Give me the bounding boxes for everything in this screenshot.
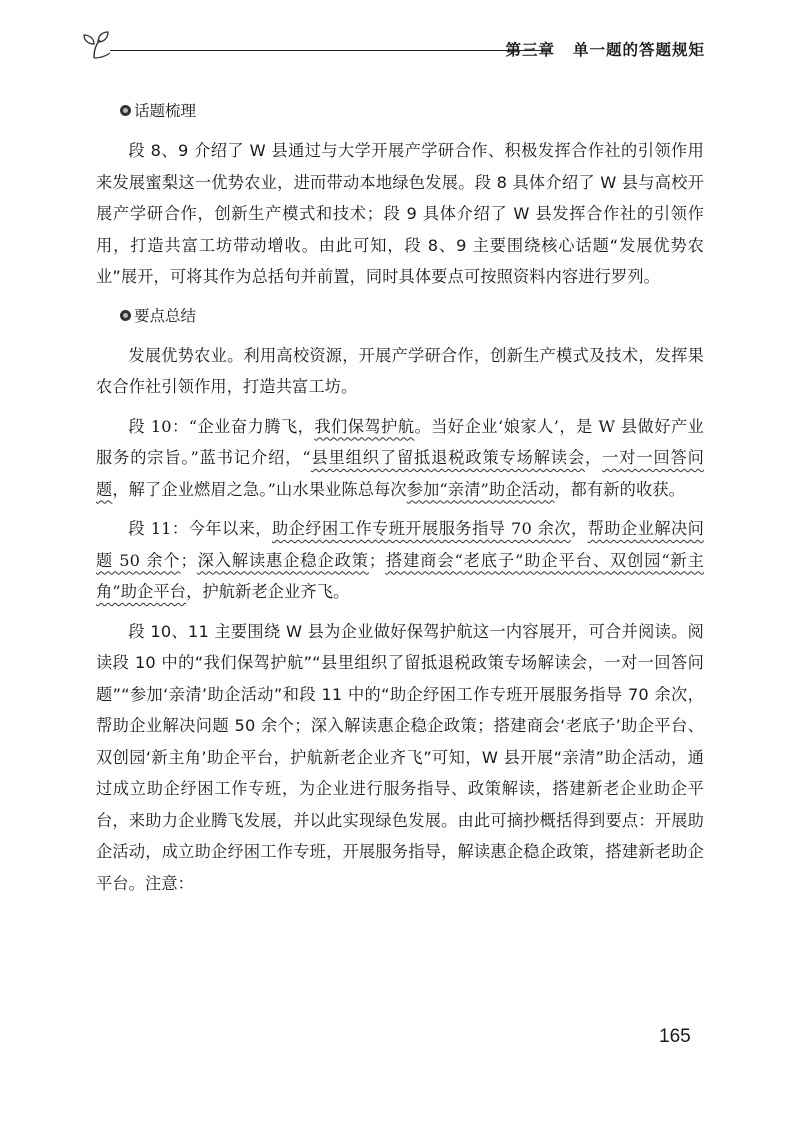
underlined-phrase: 助企纾困工作专班开展服务指导 70 余次 bbox=[271, 519, 571, 538]
topic-paragraph: 段 8、9 介绍了 W 县通过与大学开展产学研合作、积极发挥合作社的引领作用来发展蜜梨这一优势农业，进而带动本地绿色发展。段 8 具体介绍了 W 县与高校开展产学研合作，创新生产模式和技术；段 9 具体介绍了 W 县发挥合作社的引领作用，打造共富工坊带动增收。由此可知，段 8、9 主要围绕核心话题“发展优势农业”展开，可将其作为总括句并前置，同时具体要点可按照资料内容进行罗列。 bbox=[96, 141, 704, 286]
underlined-phrase: 帮助企业解决问题 50 余个 bbox=[96, 519, 705, 570]
underlined-phrase: 深入解读惠企稳企政策 bbox=[196, 550, 369, 570]
summary-heading: 要点总结 bbox=[96, 301, 704, 332]
quote-paragraph-11: 段 11：今年以来，助企纾困工作专班开展服务指导 70 余次，帮助企业解决问题 50 余个；深入解读惠企稳企政策；搭建商会“老底子”助企平台、双创园“新主角”助企平台，护航新老企业齐飞。 bbox=[96, 519, 705, 601]
chapter-title bbox=[505, 38, 705, 60]
page-header bbox=[80, 28, 705, 68]
underlined-phrase: 一对一回答问题 bbox=[96, 448, 704, 499]
quote-paragraph-10: 段 10：“企业奋力腾飞，我们保驾护航。当好企业‘娘家人’，是 W 县做好产业服务的宗旨。”蓝书记介绍，“县里组织了留抵退税政策专场解读会，一对一回答问题，解了企业燃眉之急。”山水果业陈总每次参加“亲清”助企活动，都有新的收获。 bbox=[96, 416, 704, 499]
topic-heading: 话题梳理 bbox=[96, 96, 704, 127]
underlined-phrase: 我们保驾护航 bbox=[314, 416, 415, 436]
underlined-phrase: 搭建商会“老底子”助企平台、双创园“新主角”助企平台 bbox=[96, 550, 704, 601]
analysis-paragraph: 段 10、11 主要围绕 W 县为企业做好保驾护航这一内容展开，可合并阅读。阅读段 10 中的“我们保驾护航”“县里组织了留抵退税政策专场解读会，一对一回答问题”“参加‘亲清’助企活动”和段 11 中的“助企纾困工作专班开展服务指导 70 余次，帮助企业解决问题 50 余个；深入解读惠企稳企政策；搭建商会‘老底子’助企平台、双创园‘新主角’助企平台，护航新老企业齐飞”可知，W 县开展“亲清”助企活动，通过成立助企纾困工作专班，为企业进行服务指导、政策解读，搭建新老企业助企平台，来助力企业腾飞发展，并以此实现绿色发展。由此可摘抄概括得到要点：开展助企活动，成立助企纾困工作专班，开展服务指导，解读惠企稳企政策，搭建新老助企平台。注意： bbox=[96, 621, 704, 893]
page-number: 165 bbox=[659, 1026, 691, 1047]
underlined-phrase: 县里组织了留抵退税政策专场解读会 bbox=[310, 448, 586, 467]
sprout-icon bbox=[80, 28, 120, 62]
page-body bbox=[96, 96, 704, 899]
bullet-icon bbox=[120, 310, 131, 321]
summary-paragraph: 发展优势农业。利用高校资源，开展产学研合作，创新生产模式及技术，发挥果农合作社引领作用，打造共富工坊。 bbox=[96, 345, 704, 396]
chapter-number: 第三章 bbox=[505, 41, 555, 59]
chapter-name: 单一题的答题规矩 bbox=[572, 41, 705, 59]
header-rule bbox=[110, 50, 550, 51]
underlined-phrase: 参加“亲清”助企活动 bbox=[406, 479, 555, 499]
bullet-icon bbox=[120, 105, 131, 116]
